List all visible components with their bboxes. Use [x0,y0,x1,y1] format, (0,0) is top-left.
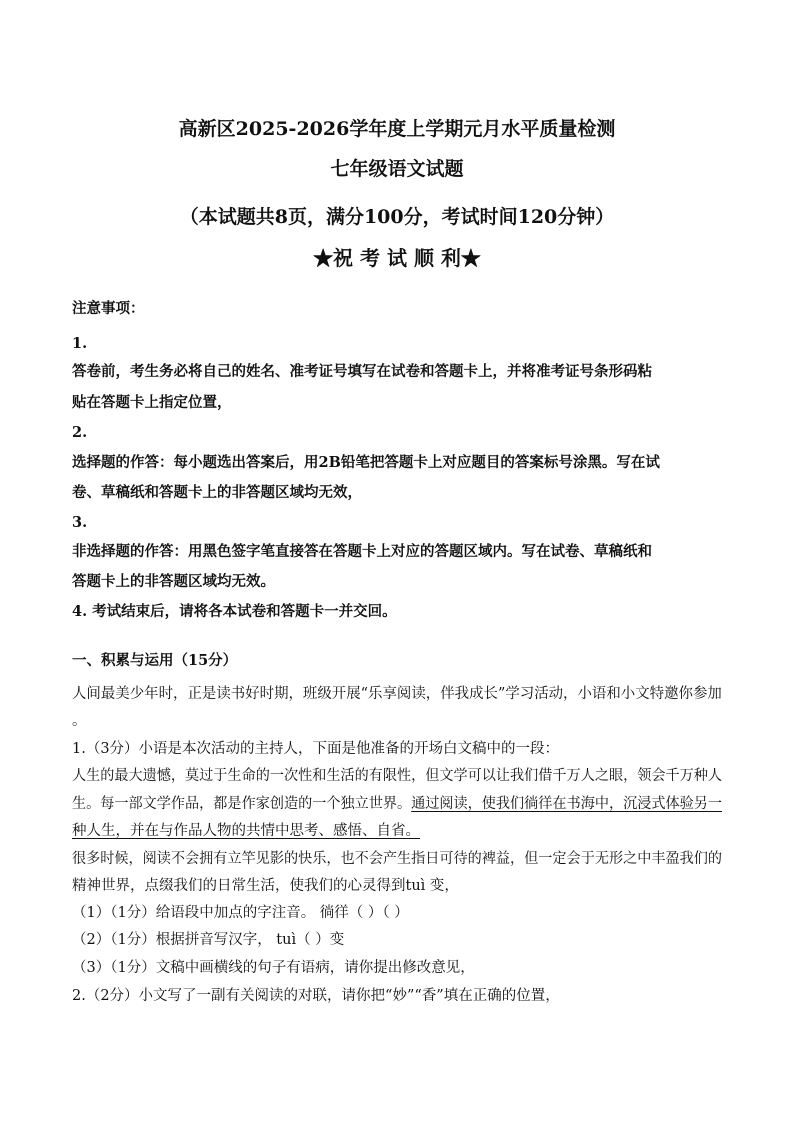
question-2-stem: 2.（2分）小文写了一副有关阅读的对联，请你把“妙”“香”填在正确的位置， [72,988,560,1004]
question-1-stem: 1.（3分）小语是本次活动的主持人，下面是他准备的开场白文稿中的一段： [72,741,560,757]
intro-line-1: 人间最美少年时，正是读书好时期，班级开展“乐享阅读，伴我成长”学习活动，小语和小文特邀你参加 [72,686,722,702]
notes-heading: 注意事项： [72,300,145,317]
subject-title: 七年级语文试题 [330,158,464,180]
question-1-part-2: （2）（1分）根据拼音写汉字， tuì（ ）变 [72,932,345,948]
passage-line-1: 人生的最大遗憾，莫过于生命的一次性和生活的有限性，但文学可以让我们借千万人之眼，领会千万种人 [72,768,722,784]
question-1-part-3: （3）（1分）文稿中画横线的句子有语病，请你提出修改意见， [72,960,475,976]
passage-line-2 [72,794,722,814]
passage-underlined-start: 通过阅读，使我们徜徉在书海中，沉浸式体验另一 [411,796,722,812]
note-3-label: 3. [72,514,88,531]
intro-line-2: 。 [72,713,87,729]
note-1-line-2: 贴在答题卡上指定位置， [72,394,232,411]
exam-title: 高新区2025-2026学年度上学期元月水平质量检测 [178,118,616,140]
passage-line-5: 精神世界，点缀我们的日常生活，使我们的心灵得到tuì 变， [72,878,459,894]
note-2-label: 2. [72,424,88,441]
note-1-label: 1. [72,335,88,352]
passage-underlined-end: 种人生，并在与作品人物的共情中思考、感悟、自省。 [72,823,420,839]
exam-info: （本试题共8页，满分100分，考试时间120分钟） [179,206,615,228]
note-1-line-1: 答卷前，考生务必将自己的姓名、准考证号填写在试卷和答题卡上，并将准考证号条形码粘 [72,363,652,380]
section-heading: 一、积累与运用（15分） [72,652,238,669]
passage-line-4: 很多时候，阅读不会拥有立竿见影的快乐，也不会产生指日可待的裨益，但一定会于无形之中丰盈我们的 [72,851,722,867]
note-4: 4. 考试结束后，请将各本试卷和答题卡一并交回。 [72,603,397,620]
note-3-line-2: 答题卡上的非答题区域均无效。 [72,573,275,590]
blessing: ★祝 考 试 顺 利★ [313,246,481,270]
passage-line-2-plain: 生。每一部文学作品，都是作家创造的一个独立世界。 [72,796,412,812]
note-2-line-1: 选择题的作答：每小题选出答案后，用2B铅笔把答题卡上对应题目的答案标号涂黑。写在试 [72,454,660,471]
question-1-part-1: （1）（1分）给语段中加点的字注音。 徜徉（ ）（ ） [72,905,409,921]
note-2-line-2: 卷、草稿纸和答题卡上的非答题区域均无效， [72,484,362,501]
note-3-line-1: 非选择题的作答：用黑色签字笔直接答在答题卡上对应的答题区域内。写在试卷、草稿纸和 [72,543,652,560]
